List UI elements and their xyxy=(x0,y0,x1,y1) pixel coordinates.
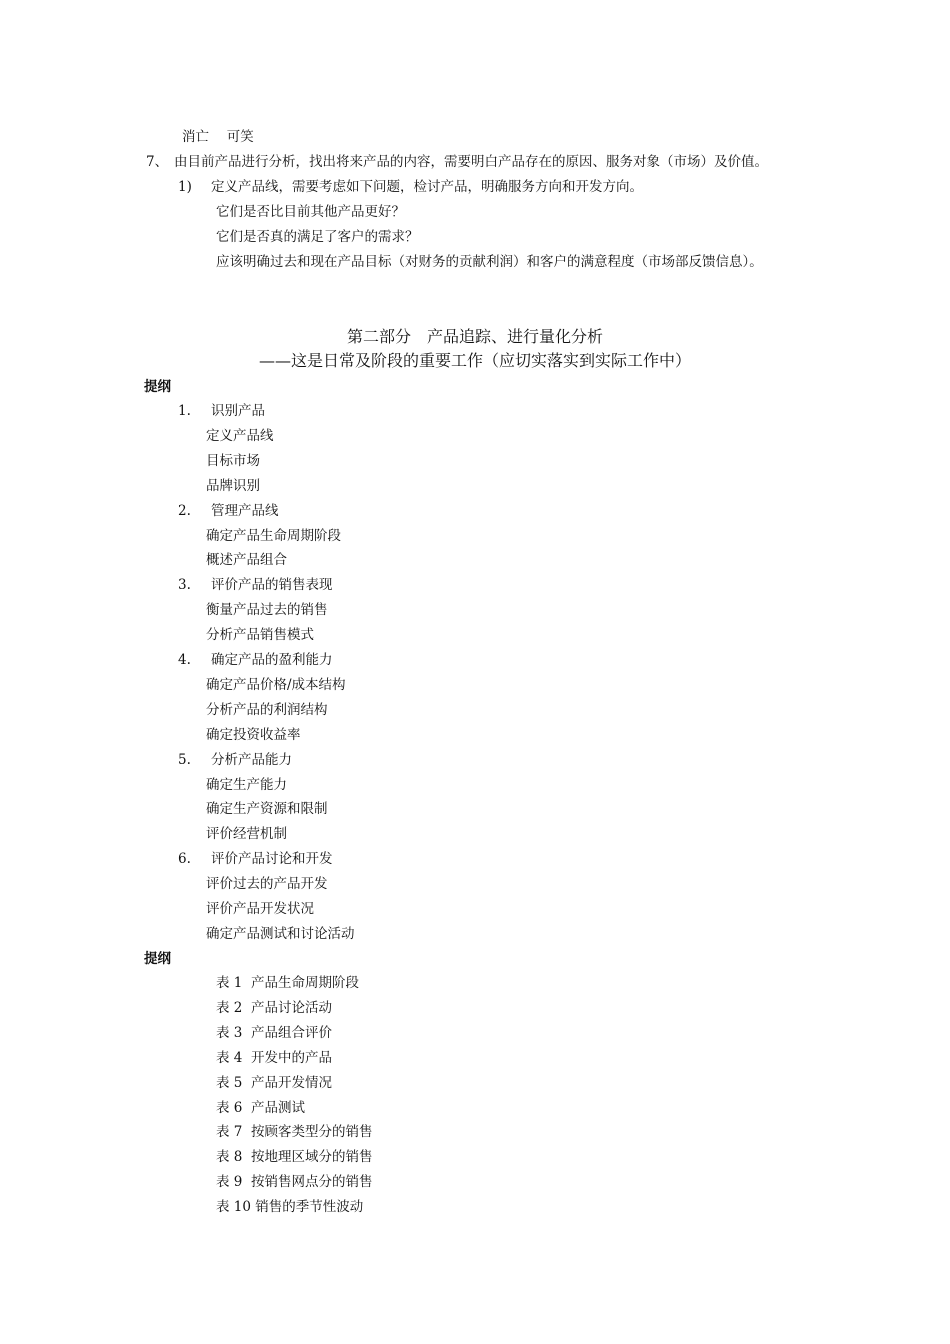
outline-item: 确定产品价格/成本结构 xyxy=(206,676,346,693)
part-title: 第二部分 产品追踪、进行量化分析 xyxy=(346,327,603,346)
part-subtitle: ——这是日常及阶段的重要工作（应切实落实到实际工作中） xyxy=(258,351,691,370)
outline-item: 确定生产能力 xyxy=(206,776,287,793)
section-title: 确定产品的盈利能力 xyxy=(211,652,333,668)
outline-item: 衡量产品过去的销售 xyxy=(206,602,328,619)
outline-item: 定义产品线 xyxy=(206,427,274,444)
outline-item: 确定产品测试和讨论活动 xyxy=(206,925,355,942)
item-text: 由目前产品进行分析，找出将来产品的内容，需要明白产品存在的原因、服务对象（市场）及价值。 xyxy=(174,154,768,170)
outline-item: 评价过去的产品开发 xyxy=(206,876,328,893)
outline-item: 评价产品开发状况 xyxy=(206,901,314,917)
outline-section xyxy=(178,751,292,769)
table-entry: 表 8 按地理区域分的销售 xyxy=(216,1149,373,1166)
outline-item: 确定生产资源和限制 xyxy=(206,801,328,818)
item-number: 1) xyxy=(178,179,192,195)
outline-item: 分析产品的利润结构 xyxy=(206,701,328,718)
section-title: 评价产品的销售表现 xyxy=(211,577,333,594)
outline-item: 目标市场 xyxy=(206,452,260,469)
question-line: 应该明确过去和现在产品目标（对财务的贡献利润）和客户的满意程度（市场部反馈信息）。 xyxy=(216,254,763,270)
outline-section xyxy=(178,402,265,420)
section-number: 2. xyxy=(178,502,191,519)
section-title: 分析产品能力 xyxy=(211,751,292,768)
text-line: 消亡 可笑 xyxy=(182,129,254,145)
outline-item: 确定产品生命周期阶段 xyxy=(206,527,341,544)
section-number: 4. xyxy=(178,652,191,668)
section-title: 识别产品 xyxy=(211,403,265,419)
table-entry: 表 1 产品生命周期阶段 xyxy=(216,975,359,991)
table-entry: 表 4 开发中的产品 xyxy=(216,1049,332,1066)
table-entry: 表 7 按顾客类型分的销售 xyxy=(216,1124,373,1141)
table-entry: 表 10 销售的季节性波动 xyxy=(216,1199,364,1216)
table-entry: 表 6 产品测试 xyxy=(216,1099,305,1116)
outline-item: 确定投资收益率 xyxy=(206,726,301,743)
sub-item-1 xyxy=(178,178,643,196)
outline-section xyxy=(178,576,333,594)
table-entry: 表 3 产品组合评价 xyxy=(216,1024,332,1041)
outline-item: 概述产品组合 xyxy=(206,552,287,569)
item-number: 7、 xyxy=(146,154,169,170)
outline-item: 品牌识别 xyxy=(206,477,260,494)
question-line: 它们是否比目前其他产品更好？ xyxy=(216,204,405,220)
table-entry: 表 5 产品开发情况 xyxy=(216,1074,332,1091)
section-number: 5. xyxy=(178,751,191,768)
section-number: 6. xyxy=(178,851,191,868)
section-number: 3. xyxy=(178,577,191,594)
table-entry: 表 2 产品讨论活动 xyxy=(216,999,332,1016)
outline-section xyxy=(178,651,333,669)
item-text: 定义产品线，需要考虑如下问题，检讨产品，明确服务方向和开发方向。 xyxy=(211,179,643,195)
question-line: 它们是否真的满足了客户的需求？ xyxy=(216,229,419,245)
numbered-item-7 xyxy=(146,153,768,171)
section-title: 评价产品讨论和开发 xyxy=(211,851,333,868)
outline-section xyxy=(178,502,279,520)
outline-item: 评价经营机制 xyxy=(206,826,287,843)
outline-label: 提纲 xyxy=(144,379,171,395)
section-title: 管理产品线 xyxy=(211,502,279,519)
outline-item: 分析产品销售模式 xyxy=(206,627,314,644)
outline-section xyxy=(178,850,333,868)
section-number: 1. xyxy=(178,403,191,419)
outline-label: 提纲 xyxy=(144,951,171,967)
table-entry: 表 9 按销售网点分的销售 xyxy=(216,1174,373,1191)
